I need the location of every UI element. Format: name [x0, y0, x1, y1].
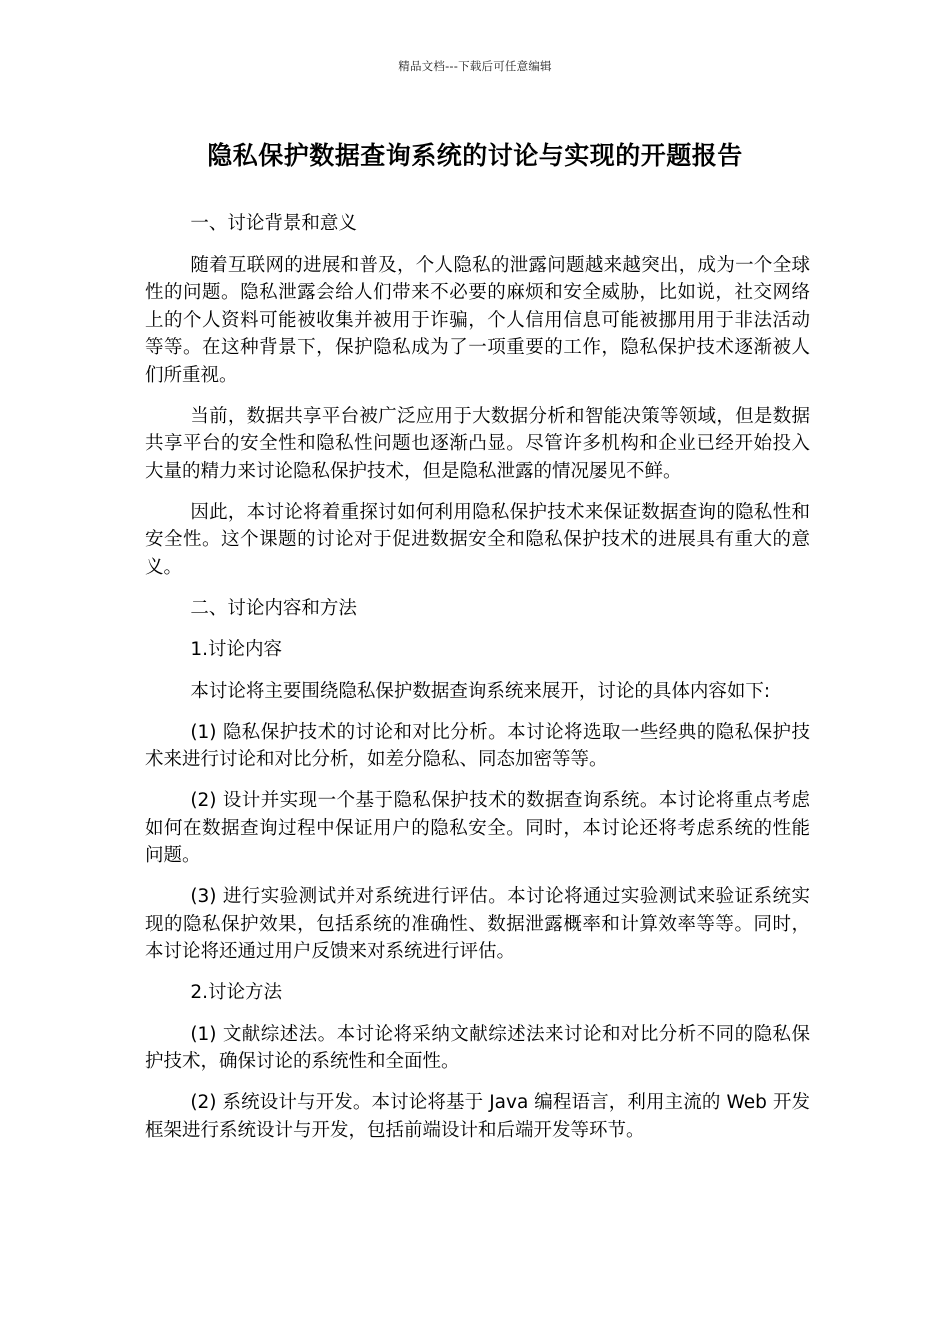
document-title: 隐私保护数据查询系统的讨论与实现的开题报告: [207, 141, 743, 170]
list-item-content-2: (2) 设计并实现一个基于隐私保护技术的数据查询系统。本讨论将重点考虑如何在数据查询过程中保证用户的隐私安全。同时，本讨论还将考虑系统的性能问题。: [145, 790, 810, 866]
subheading-methods: 2.讨论方法: [190, 982, 282, 1003]
document-body: [145, 210, 810, 1158]
paragraph-content-intro: 本讨论将主要围绕隐私保护数据查询系统来展开，讨论的具体内容如下:: [190, 680, 771, 702]
subheading-content: 1.讨论内容: [190, 639, 282, 660]
paragraph-background-1: 随着互联网的进展和普及，个人隐私的泄露问题越来越突出，成为一个全球性的问题。隐私泄露会给人们带来不必要的麻烦和安全威胁，比如说，社交网络上的个人资料可能被收集并被用于诈骗，个人信用信息可能被挪用用于非法活动等等。在这种背景下，保护隐私成为了一项重要的工作，隐私保护技术逐渐被人们所重视。: [145, 254, 810, 386]
paragraph-background-2: 当前，数据共享平台被广泛应用于大数据分析和智能决策等领域，但是数据共享平台的安全性和隐私性问题也逐渐凸显。尽管许多机构和企业已经开始投入大量的精力来讨论隐私保护技术，但是隐私泄露的情况屡见不鲜。: [145, 405, 810, 482]
list-item-content-1: (1) 隐私保护技术的讨论和对比分析。本讨论将选取一些经典的隐私保护技术来进行讨论和对比分析，如差分隐私、同态加密等等。: [145, 721, 810, 770]
header-note: 精品文档---下载后可任意编辑: [398, 59, 552, 73]
section-heading-background: 一、讨论背景和意义: [190, 213, 357, 234]
list-item-content-3: (3) 进行实验测试并对系统进行评估。本讨论将通过实验测试来验证系统实现的隐私保护效果，包括系统的准确性、数据泄露概率和计算效率等等。同时，本讨论将还通过用户反馈来对系统进行评估。: [145, 886, 810, 962]
list-item-method-2: (2) 系统设计与开发。本讨论将基于 Java 编程语言，利用主流的 Web 开发框架进行系统设计与开发，包括前端设计和后端开发等环节。: [145, 1092, 810, 1141]
paragraph-background-3: 因此，本讨论将着重探讨如何利用隐私保护技术来保证数据查询的隐私性和安全性。这个课题的讨论对于促进数据安全和隐私保护技术的进展具有重大的意义。: [145, 501, 810, 578]
section-heading-content-methods: 二、讨论内容和方法: [190, 597, 357, 619]
list-item-method-1: (1) 文献综述法。本讨论将采纳文献综述法来讨论和对比分析不同的隐私保护技术，确保讨论的系统性和全面性。: [145, 1023, 810, 1072]
